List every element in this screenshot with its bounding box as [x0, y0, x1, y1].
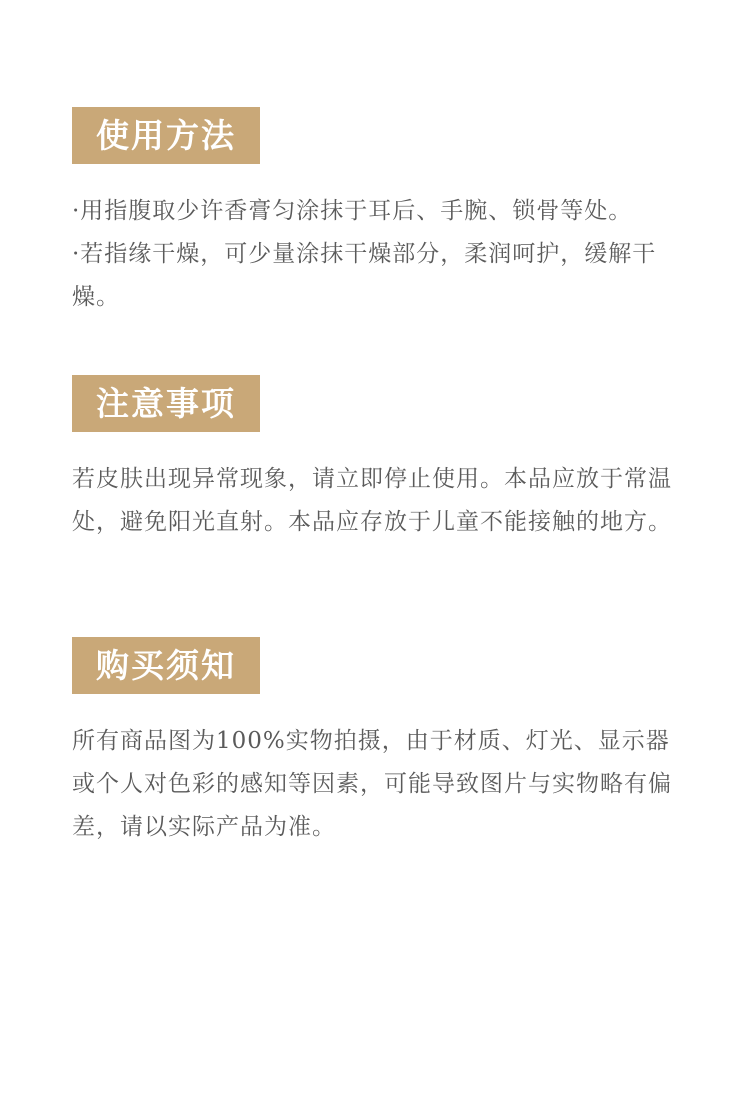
usage-body: [72, 190, 682, 319]
purchase-text: 所有商品图为100%实物拍摄，由于材质、灯光、显示器或个人对色彩的感知等因素，可能导致图片与实物略有偏差，请以实际产品为准。: [72, 728, 672, 840]
usage-item: ·若指缘干燥，可少量涂抹干燥部分，柔润呵护，缓解干燥。: [72, 241, 657, 310]
purchase-heading: 购买须知: [72, 637, 260, 694]
section-purchase: [72, 637, 682, 849]
notice-heading: 注意事项: [72, 375, 260, 432]
notice-body: [72, 458, 682, 544]
usage-item: ·用指腹取少许香膏匀涂抹于耳后、手腕、锁骨等处。: [72, 198, 633, 224]
usage-heading: 使用方法: [72, 107, 260, 164]
section-usage: [72, 107, 682, 319]
section-notice: [72, 375, 682, 544]
purchase-body: [72, 720, 682, 849]
notice-text: 若皮肤出现异常现象，请立即停止使用。本品应放于常温处，避免阳光直射。本品应存放于儿童不能接触的地方。: [72, 466, 672, 535]
